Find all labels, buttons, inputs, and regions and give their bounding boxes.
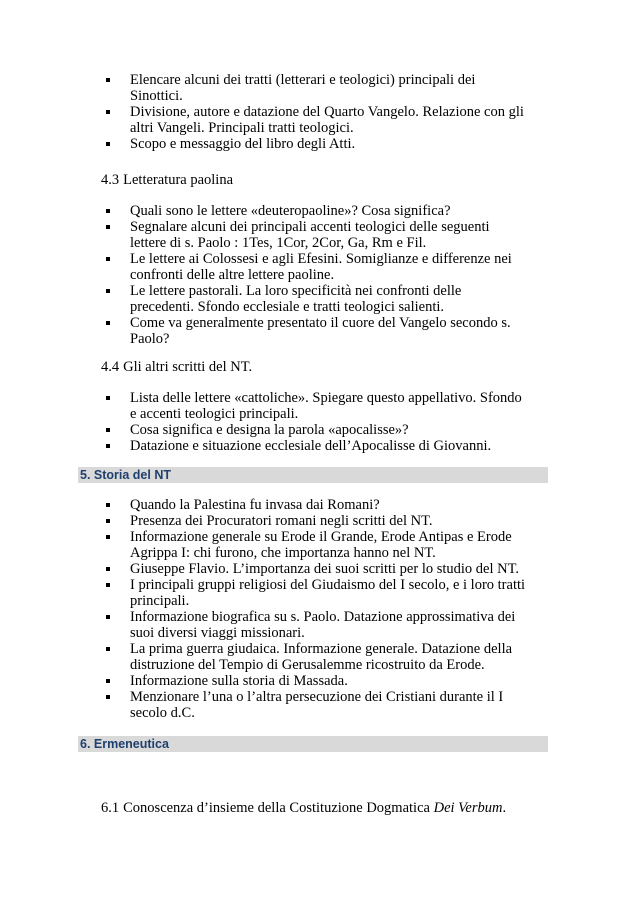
list-item [0,219,638,251]
list-item-line: Presenza dei Procuratori romani negli scritti del NT. [130,513,433,529]
subsection-title: Letteratura paolina [123,172,234,188]
list-item [0,689,638,721]
list-item-line: secolo d.C. [130,705,195,721]
bullet-icon [106,444,110,448]
bullet-icon [106,615,110,619]
list-item-line: e accenti teologici principali. [130,406,299,422]
bullet-icon [106,209,110,213]
list-item [0,497,638,513]
list-item-line: principali. [130,593,190,609]
bullet-icon [106,695,110,699]
list-item-line: suoi diversi viaggi missionari. [130,625,305,641]
list-item [0,673,638,689]
list-item-line: Informazione biografica su s. Paolo. Datazione approssimativa dei [130,609,516,625]
bullet-icon [106,583,110,587]
list-item [0,251,638,283]
list-item [0,283,638,315]
subsection-heading-6-1 [101,800,506,816]
list-item [0,609,638,641]
list-item-line: precedenti. Sfondo ecclesiale e tratti teologici salienti. [130,299,445,315]
subsection-number: 4.3 [101,172,120,188]
list-item [0,529,638,561]
list-item-line: Sinottici. [130,88,183,104]
section-header-6 [78,736,548,752]
bullet-icon [106,257,110,261]
bullet-icon [106,647,110,651]
bullet-icon [106,679,110,683]
bullet-icon [106,519,110,523]
bullet-icon [106,110,110,114]
list-item [0,315,638,347]
bullet-icon [106,142,110,146]
list-item-line: Elencare alcuni dei tratti (letterari e teologici) principali dei [130,72,476,88]
subsection-text: Conoscenza d’insieme della Costituzione Dogmatica [123,800,434,816]
bullet-icon [106,396,110,400]
list-item-line: Agrippa I: chi furono, che importanza hanno nel NT. [130,545,436,561]
subsection-number: 6.1 [101,800,120,816]
bullet-icon [106,289,110,293]
subsection-text-end: . [502,800,507,816]
list-item-line: altri Vangeli. Principali tratti teologici. [130,120,354,136]
bullet-icon [106,225,110,229]
list-item-line: La prima guerra giudaica. Informazione generale. Datazione della [130,641,513,657]
list-item-line: Quando la Palestina fu invasa dai Romani? [130,497,380,513]
list-item-line: Menzionare l’una o l’altra persecuzione dei Cristiani durante il I [130,689,504,705]
list-item-line: I principali gruppi religiosi del Giudaismo del I secolo, e i loro tratti [130,577,526,593]
bullet-icon [106,321,110,325]
list-item-line: Le lettere ai Colossesi e agli Efesini. Somiglianze e differenze nei [130,251,512,267]
list-item-line: distruzione del Tempio di Gerusalemme ricostruito da Erode. [130,657,485,673]
bullet-icon [106,78,110,82]
subsection-heading-4-4 [101,359,252,375]
bullet-icon [106,428,110,432]
list-4-4 [0,390,638,454]
document-title-italic: Dei Verbum [433,800,503,816]
list-item [0,72,638,104]
list-item [0,390,638,422]
list-item-line: Informazione sulla storia di Massada. [130,673,348,689]
list-item-line: Segnalare alcuni dei principali accenti teologici delle seguenti [130,219,490,235]
list-item [0,203,638,219]
subsection-number: 4.4 [101,359,120,375]
top-list [0,72,638,152]
bullet-icon [106,535,110,539]
list-item-line: lettere di s. Paolo : 1Tes, 1Cor, 2Cor, Ga, Rm e Fil. [130,235,427,251]
section-header-5 [78,467,548,483]
subsection-heading-4-3 [101,172,233,188]
list-item-line: Giuseppe Flavio. L’importanza dei suoi scritti per lo studio del NT. [130,561,520,577]
list-item-line: Le lettere pastorali. La loro specificità nei confronti delle [130,283,462,299]
list-item-line: Divisione, autore e datazione del Quarto Vangelo. Relazione con gli [130,104,524,120]
list-item [0,422,638,438]
list-item-line: confronti delle altre lettere paoline. [130,267,335,283]
list-item [0,438,638,454]
list-item-line: Quali sono le lettere «deuteropaoline»? Cosa significa? [130,203,451,219]
list-item-line: Datazione e situazione ecclesiale dell’Apocalisse di Giovanni. [130,438,492,454]
list-item [0,513,638,529]
list-item-line: Scopo e messaggio del libro degli Atti. [130,136,356,152]
list-item-line: Informazione generale su Erode il Grande, Erode Antipas e Erode [130,529,512,545]
section-title: 5. Storia del NT [80,468,171,482]
list-item [0,561,638,577]
list-item-line: Cosa significa e designa la parola «apocalisse»? [130,422,409,438]
bullet-icon [106,503,110,507]
list-item [0,641,638,673]
list-item-line: Come va generalmente presentato il cuore del Vangelo secondo s. [130,315,511,331]
subsection-title: Gli altri scritti del NT. [123,359,253,375]
list-item-line: Lista delle lettere «cattoliche». Spiegare questo appellativo. Sfondo [130,390,522,406]
list-item-line: Paolo? [130,331,170,347]
list-5 [0,497,638,721]
section-title: 6. Ermeneutica [80,737,169,751]
list-item [0,104,638,136]
list-item [0,577,638,609]
list-4-3 [0,203,638,347]
list-item [0,136,638,152]
bullet-icon [106,567,110,571]
